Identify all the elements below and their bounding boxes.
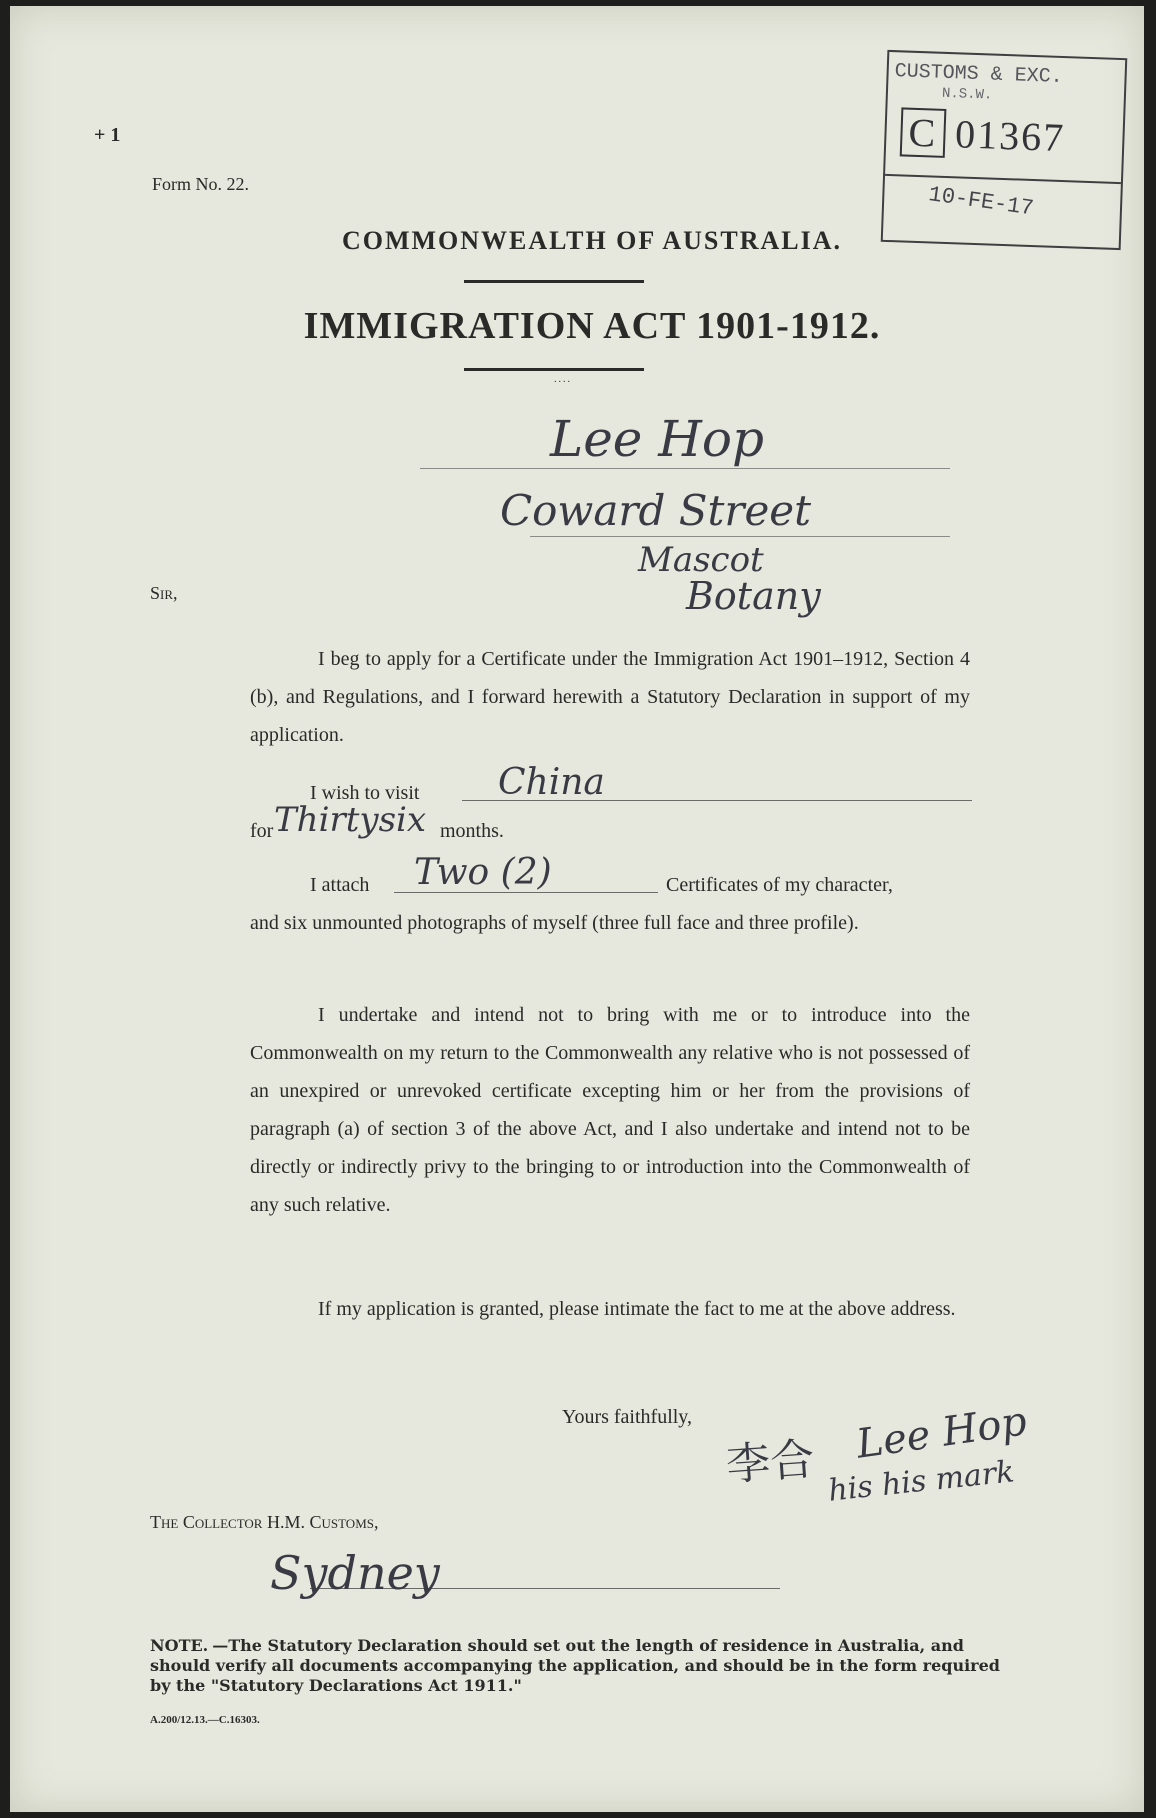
country-heading: COMMONWEALTH OF AUSTRALIA. <box>341 226 843 255</box>
stamp-subtitle: N.S.W. <box>941 85 993 104</box>
signature-name: Lee Hop <box>853 1398 1030 1468</box>
stamp-serial: 01367 <box>954 111 1066 161</box>
stamp-date: 10-FE-17 <box>926 182 1036 222</box>
attach-suffix: Certificates of my character, <box>666 874 893 896</box>
address-line-1 <box>420 468 950 469</box>
address-district: Botany <box>686 574 821 618</box>
document-page <box>10 6 1144 1812</box>
salutation: Sir, <box>150 583 178 603</box>
form-number: Form No. 22. <box>152 174 250 194</box>
act-heading: IMMIGRATION ACT 1901-1912. <box>303 305 881 347</box>
heading-rule-bottom <box>464 368 644 371</box>
months-suffix: months. <box>440 820 504 842</box>
signature-mark: his his mark <box>826 1454 1016 1509</box>
undertaking-paragraph: I undertake and intend not to bring with me or to introduce into the Commonwealth on my return to the Commonwealth any relative who is not possessed of an unexpired or unrevoked certificate excepting him or her from the provisions of paragraph (a) of section 3 of the above Act, and I also undertake and intend not to be directly or indirectly privy to the bringing to or introduction into the Commonwealth of any such relative. <box>250 1004 970 1216</box>
stamp-number <box>900 108 1066 161</box>
attach-prefix: I attach <box>310 874 370 896</box>
address-street: Coward Street <box>500 486 812 535</box>
visit-prefix: I wish to visit <box>310 782 420 804</box>
heading-rule-top <box>464 280 644 283</box>
note <box>150 1636 1010 1696</box>
para-1 <box>250 640 970 754</box>
print-code: A.200/12.13.—C.16303. <box>150 1714 260 1726</box>
visit-country: China <box>498 762 605 803</box>
attach-count: Two (2) <box>414 852 552 893</box>
note-text: —The Statutory Declaration should set out the length of residence in Australia, and should verify all documents accompanying the application, and should be in the form required by the "Statutory Declarations Act 1911." <box>150 1636 1000 1695</box>
photographs-text: and six unmounted photographs of myself (three full face and three profile). <box>250 912 859 934</box>
customs-stamp <box>881 50 1128 250</box>
addressee: The Collector H.M. Customs, <box>150 1512 379 1532</box>
address-suburb: Mascot <box>638 540 764 580</box>
stamp-prefix: C <box>900 107 946 158</box>
corner-mark: + 1 <box>94 124 121 146</box>
duration-value: Thirtysix <box>274 800 427 840</box>
applicant-name: Lee Hop <box>550 410 764 468</box>
for-prefix: for <box>250 820 274 842</box>
address-line-2 <box>530 536 950 537</box>
stamp-title: CUSTOMS & EXC. <box>894 60 1063 89</box>
chinese-signature: 李合 <box>724 1433 816 1491</box>
closing: Yours faithfully, <box>562 1406 693 1428</box>
small-mark: .... <box>554 374 572 385</box>
addressee-city: Sydney <box>270 1546 440 1600</box>
stamp-divider <box>885 174 1121 184</box>
para-1-text: I beg to apply for a Certificate under the Immigration Act 1901–1912, Section 4 (b), and Regulations, and I forward herewith a Statutory Declaration in support of my application. <box>250 648 970 746</box>
intimation-paragraph: If my application is granted, please intimate the fact to me at the above address. <box>318 1298 956 1320</box>
note-label: NOTE. <box>150 1636 209 1655</box>
